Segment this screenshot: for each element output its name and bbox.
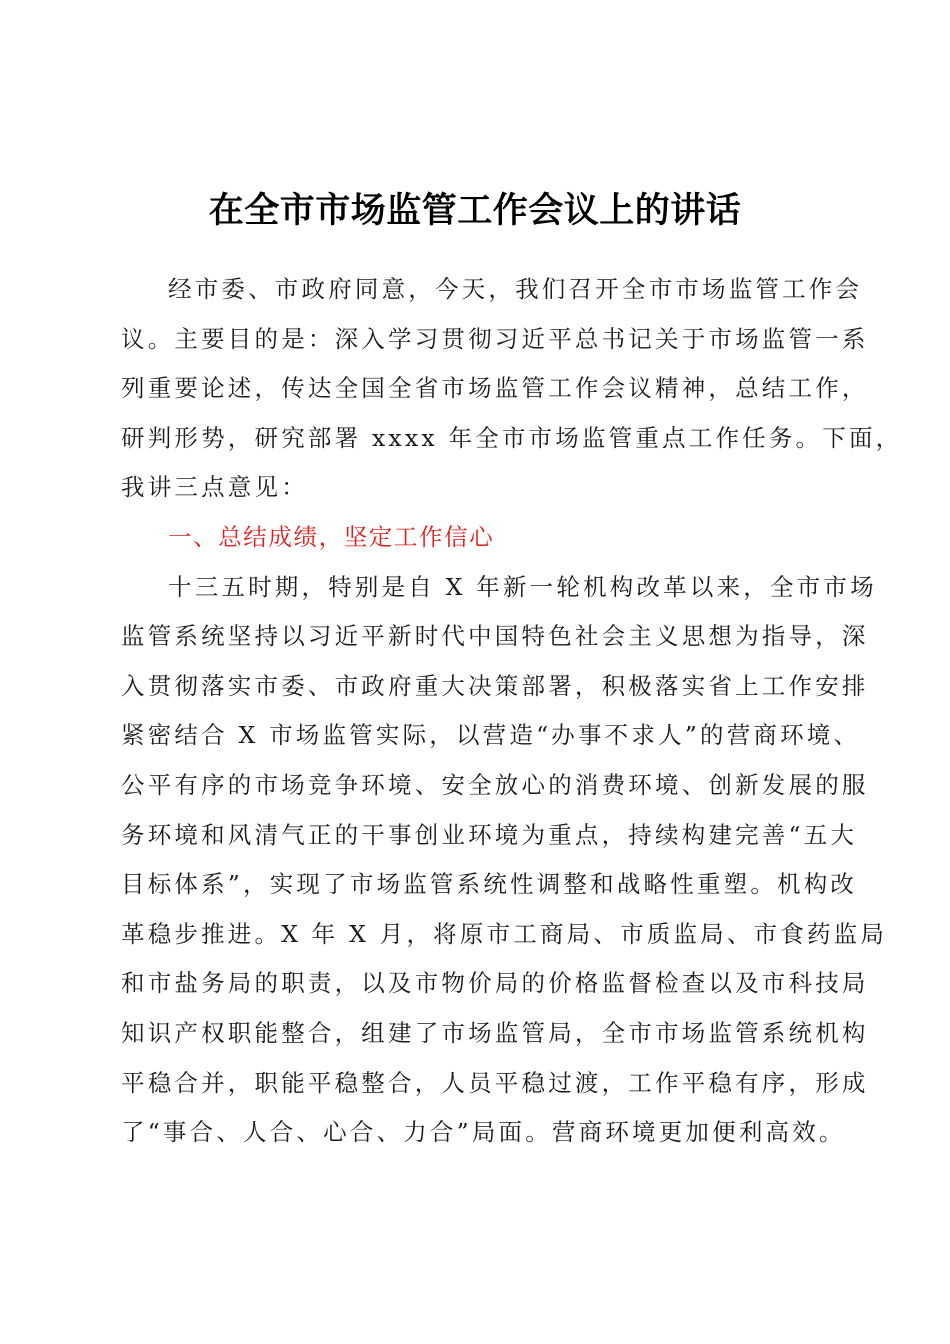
paragraph-line: 我讲三点意见： [121, 473, 308, 502]
paragraph-line: 了“事合、人合、心合、力合”局面。营商环境更加便利高效。 [121, 1118, 846, 1147]
paragraph-line: 务环境和风清气正的干事创业环境为重点，持续构建完善“五大 [121, 820, 858, 849]
paragraph-line: 经市委、市政府同意，今天，我们召开全市市场监管工作会 [168, 275, 863, 303]
paragraph-line: 公平有序的市场竞争环境、安全放心的消费环境、创新发展的服 [121, 770, 869, 799]
paragraph-line: 监管系统坚持以习近平新时代中国特色社会主义思想为指导，深 [121, 622, 869, 651]
paragraph-line: 目标体系”，实现了市场监管系统性调整和战略性重塑。机构改 [121, 870, 858, 899]
paragraph-intro [121, 265, 903, 513]
document-body [121, 265, 903, 1158]
paragraph-line: 研判形势，研究部署 xxxx 年全市市场监管重点工作任务。下面， [121, 423, 903, 452]
paragraph-line: 列重要论述，传达全国全省市场监管工作会议精神，总结工作， [121, 374, 869, 403]
paragraph-line: 知识产权职能整合，组建了市场监管局，全市市场监管系统机构 [121, 1018, 869, 1047]
paragraph-line: 革稳步推进。X 年 X 月，将原市工商局、市质监局、市食药监局 [121, 919, 888, 948]
paragraph-line: 平稳合并，职能平稳整合，人员平稳过渡，工作平稳有序，形成 [121, 1068, 869, 1097]
paragraph-achievements [121, 563, 888, 1158]
section-heading [121, 513, 833, 563]
document-title: 在全市市场监管工作会议上的讲话 [208, 190, 742, 231]
paragraph-line: 和市盐务局的职责，以及市物价局的价格监督检查以及市科技局 [121, 969, 869, 998]
paragraph-line: 紧密结合 X 市场监管实际，以营造“办事不求人”的营商环境、 [121, 721, 861, 750]
paragraph-line: 十三五时期，特别是自 X 年新一轮机构改革以来，全市市场 [168, 572, 877, 601]
paragraph-line: 议。主要目的是：深入学习贯彻习近平总书记关于市场监管一系 [121, 324, 869, 353]
section-heading-text: 一、总结成绩，坚定工作信心 [168, 522, 495, 551]
paragraph-line: 入贯彻落实市委、市政府重大决策部署，积极落实省上工作安排 [121, 671, 869, 700]
